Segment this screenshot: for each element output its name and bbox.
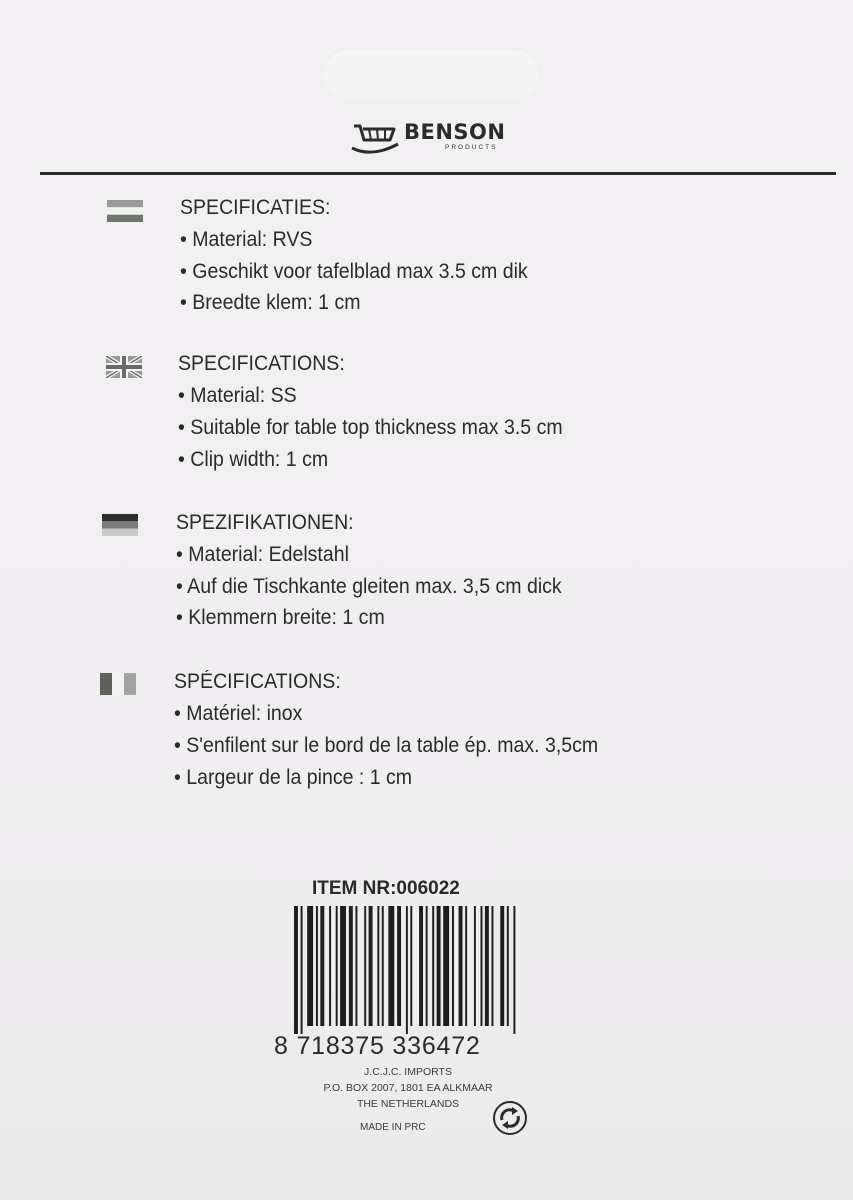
barcode-bar: [437, 906, 441, 1026]
importer-address: P.O. BOX 2007, 1801 EA ALKMAAR: [323, 1082, 493, 1094]
barcode-bar: [474, 906, 476, 1026]
france-flag-icon: [100, 673, 136, 695]
spec-item: • Material: RVS: [180, 228, 313, 251]
barcode-bar: [459, 906, 463, 1026]
spec-item: • Suitable for table top thickness max 3.5 cm: [178, 416, 563, 439]
spec-item: • S'enfilent sur le bord de la table ép. max. 3,5cm: [174, 734, 599, 757]
brand-name: BENSON: [404, 120, 506, 144]
barcode-bar: [410, 906, 412, 1026]
barcode-bar: [301, 906, 303, 1034]
barcode-bar: [465, 906, 467, 1026]
barcode-bar: [452, 906, 454, 1026]
barcode-bar: [388, 906, 394, 1026]
recycle-arrows-icon: [492, 1100, 528, 1136]
barcode-bar: [485, 906, 489, 1026]
barcode-bar: [316, 906, 318, 1026]
barcode-bar: [382, 906, 384, 1026]
barcode-bar: [513, 906, 515, 1034]
spec-item: • Clip width: 1 cm: [178, 448, 329, 471]
germany-flag-icon: [102, 514, 138, 536]
ean-number: 8 718375 336472: [274, 1032, 481, 1060]
barcode-bar: [320, 906, 324, 1026]
barcode-bar: [336, 906, 338, 1026]
section-title: SPECIFICATIES:: [180, 196, 331, 219]
spec-item: • Material: Edelstahl: [176, 543, 349, 566]
barcode-bar: [426, 906, 428, 1026]
barcode-bar: [397, 906, 401, 1026]
importer-name: J.C.J.C. IMPORTS: [364, 1066, 452, 1078]
spec-item: • Largeur de la pince : 1 cm: [174, 766, 413, 789]
section-title: SPÉCIFICATIONS:: [174, 670, 341, 693]
brand-sub: PRODUCTS: [445, 144, 498, 151]
barcode-bar: [500, 906, 504, 1026]
section-title: SPECIFICATIONS:: [178, 352, 345, 375]
barcode-bar: [307, 906, 313, 1026]
brand-logo: [350, 118, 550, 158]
uk-flag-icon: [106, 356, 142, 378]
barcode-bar: [443, 906, 449, 1026]
barcode-bar: [369, 906, 373, 1026]
barcode-bar: [355, 906, 357, 1026]
barcode: [294, 906, 520, 1034]
hang-hole: [322, 48, 540, 98]
barcode-bar: [349, 906, 353, 1026]
item-number: ITEM NR:006022: [312, 878, 460, 899]
spec-item: • Breedte klem: 1 cm: [180, 291, 361, 314]
netherlands-flag-icon: [107, 200, 143, 222]
barcode-bar: [294, 906, 298, 1034]
barcode-bar: [432, 906, 434, 1026]
header-divider: [40, 172, 836, 175]
barcode-bar: [364, 906, 366, 1026]
barcode-bar: [406, 906, 408, 1034]
importer-country: THE NETHERLANDS: [356, 1098, 460, 1110]
spec-item: • Geschikt voor tafelblad max 3.5 cm dik: [180, 260, 528, 283]
spec-item: • Auf die Tischkante gleiten max. 3,5 cm dick: [176, 575, 562, 598]
barcode-bar: [481, 906, 483, 1026]
spec-item: • Material: SS: [178, 384, 297, 407]
shopping-cart-icon: [350, 118, 402, 156]
barcode-bar: [340, 906, 346, 1026]
barcode-bar: [377, 906, 379, 1026]
barcode-bar: [491, 906, 493, 1026]
barcode-bar: [419, 906, 423, 1026]
barcode-bar: [507, 906, 509, 1026]
barcode-bar: [329, 906, 331, 1026]
made-in-label: MADE IN PRC: [360, 1122, 426, 1133]
spec-item: • Matériel: inox: [174, 702, 303, 725]
section-title: SPEZIFIKATIONEN:: [176, 511, 354, 534]
spec-item: • Klemmern breite: 1 cm: [176, 606, 385, 629]
